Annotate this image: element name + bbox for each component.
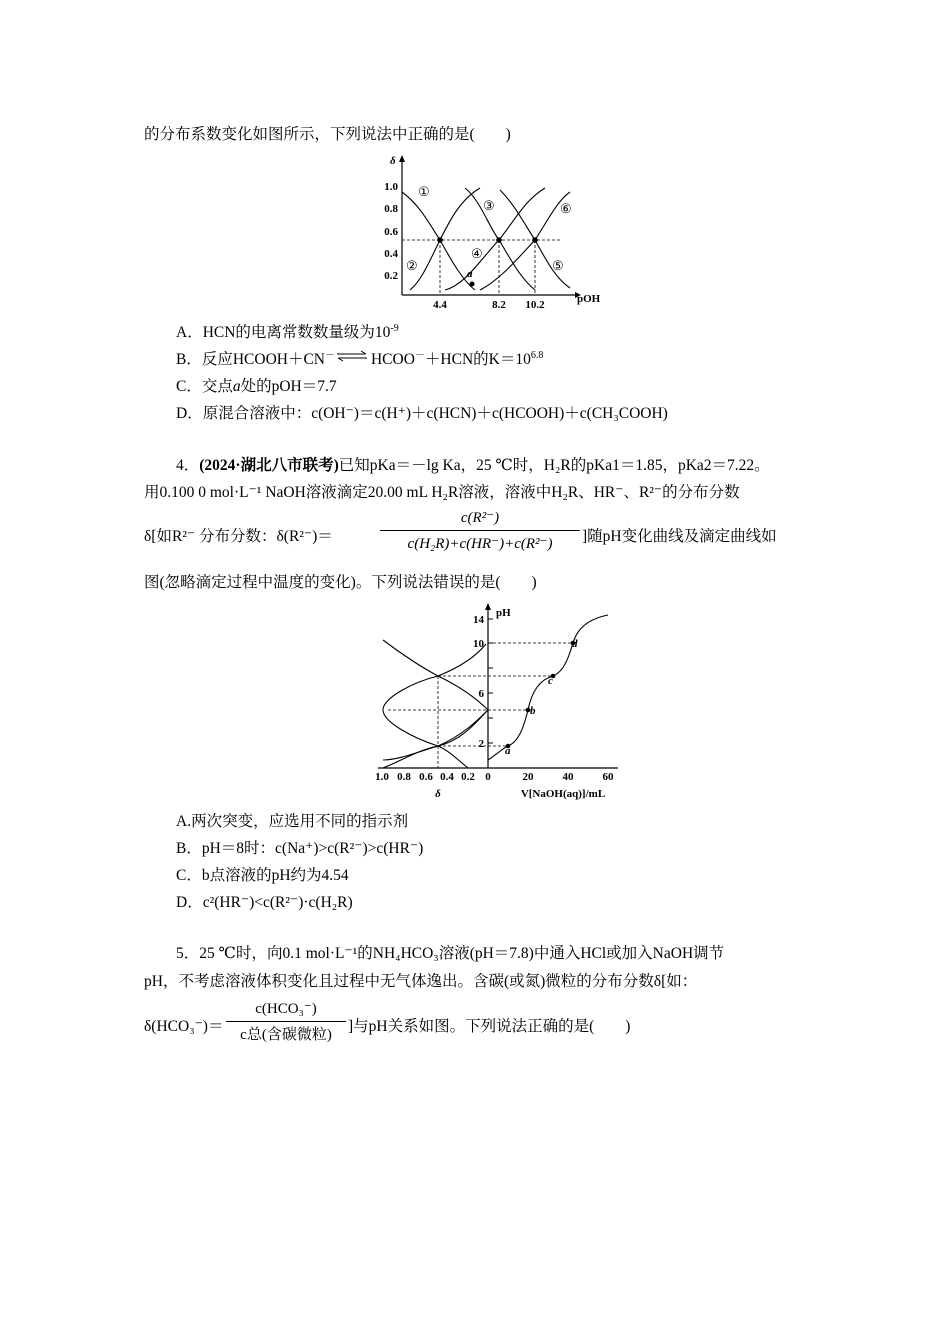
q3-y-tick: 0.2 <box>384 270 398 282</box>
q5-line3-post: ]与pH关系如图。下列说法正确的是( ) <box>348 1018 631 1035</box>
q4-point-label: c <box>548 675 553 687</box>
q4-delta-curve-r <box>383 640 488 760</box>
q4-delta-curve-h2r <box>383 710 488 768</box>
q3-option-a: A．HCN的电离常数数量级为$10^{-9}$ <box>176 322 399 341</box>
q3-x-axis-label: pOH <box>577 293 601 305</box>
q4-chart <box>368 600 628 805</box>
q4-line2: 用0.100 0 mol·L⁻¹ NaOH溶液滴定20.00 mL H₂R溶液，溶液中H₂R、HR⁻、R²⁻的分布分数 <box>144 484 740 501</box>
q4-delta-tick: 0.8 <box>397 771 411 783</box>
q3-y-tick: 1.0 <box>384 181 398 193</box>
q3-intro: 的分布系数变化如图所示，下列说法中正确的是( ) <box>144 126 511 143</box>
q3-y-axis-label: δ <box>390 155 396 167</box>
q3-y-tick: 0.8 <box>384 203 398 215</box>
q4-delta-tick: 1.0 <box>375 771 389 783</box>
q3-x-tick: 4.4 <box>433 299 447 311</box>
q3-chart <box>370 150 610 315</box>
q4-y-tick: 6 <box>478 688 484 700</box>
q4-fraction: c(R²⁻) c(H₂R)+c(HR⁻)+c(R²⁻) <box>380 506 580 557</box>
q4-line3-post: ]随pH变化曲线及滴定曲线如 <box>582 528 777 545</box>
q4-v-label: V[NaOH(aq)]/mL <box>520 788 606 800</box>
q3-option-b: B．反应HCOOH＋CN－ HCOO－＋HCN的$K=10^{6.8}$ <box>176 349 544 368</box>
q4-v-tick: 40 <box>562 771 574 783</box>
q4-option-b: B．pH＝8时：c(Na⁺)>c(R²⁻)>c(HR⁻) <box>176 840 424 857</box>
q4-option-d: D．c²(HR⁻)<c(R²⁻)·c(H₂R) <box>176 894 353 911</box>
q5-lhs: δ(HCO₃⁻)＝ <box>144 1018 224 1035</box>
q3-x-tick: 10.2 <box>525 299 545 311</box>
q4-y-tick: 14 <box>473 614 484 626</box>
q3-y-tick: 0.4 <box>384 248 398 260</box>
q3-curve-4 <box>445 188 545 290</box>
q4-point-label: b <box>530 705 536 717</box>
q4-delta-tick: 0 <box>485 771 491 783</box>
q4-option-a: A.两次突变，应选用不同的指示剂 <box>176 813 409 830</box>
q4-point-label: a <box>505 745 511 757</box>
q4-y-tick: 2 <box>478 738 484 750</box>
q4-titration-curve <box>488 615 608 760</box>
q4-delta-tick: 0.6 <box>419 771 433 783</box>
q3-point-label: a <box>467 268 473 280</box>
q4-line1: 4．(2024·湖北八市联考)已知pKa＝－lg Ka，25 ℃时，H₂R的pKa1＝1.85，pKa2＝7.22。 <box>176 457 770 474</box>
q3-curve-label: ③ <box>483 198 495 213</box>
q3-curve-label: ② <box>406 258 418 273</box>
q4-delta-tick: 0.2 <box>461 771 475 783</box>
q4-line4: 图(忽略滴定过程中温度的变化)。下列说法错误的是( ) <box>144 574 537 591</box>
q4-v-tick: 60 <box>602 771 614 783</box>
q4-delta-tick: 0.4 <box>440 771 454 783</box>
q3-curve-label: ⑥ <box>560 201 572 216</box>
q5-fraction: c(HCO₃⁻) c总(含碳微粒) <box>226 997 346 1048</box>
q4-y-axis-label: pH <box>496 607 511 619</box>
q3-y-tick: 0.6 <box>384 226 398 238</box>
q4-delta-curve-hr <box>383 644 486 768</box>
q3-curve-label: ⑤ <box>552 258 564 273</box>
q3-curve-label: ④ <box>471 246 483 261</box>
q3-option-d: D．原混合溶液中：c(OH⁻)＝c(H⁺)＋c(HCN)＋c(HCOOH)＋c(CH₃COOH) <box>176 405 668 422</box>
q4-line3-pre: δ[如R²⁻ 分布分数：δ(R²⁻)＝ <box>144 528 333 545</box>
q3-curve-label: ① <box>418 184 430 199</box>
q4-option-c: C．b点溶液的pH约为4.54 <box>176 867 349 884</box>
q3-x-tick: 8.2 <box>492 299 506 311</box>
q3-option-c: C．交点a处的pOH＝7.7 <box>176 378 337 395</box>
q5-line1: 5．25 ℃时，向0.1 mol·L⁻¹的NH₄HCO₃溶液(pH＝7.8)中通入HCl或加入NaOH调节 <box>176 945 725 962</box>
q4-v-tick: 20 <box>522 771 534 783</box>
q4-point-label: d <box>572 638 578 650</box>
q4-delta-label: δ <box>435 788 441 800</box>
q4-y-tick: 10 <box>473 638 484 650</box>
q5-line2: pH，不考虑溶液体积变化且过程中无气体逸出。含碳(或氮)微粒的分布分数δ[如： <box>144 973 698 990</box>
